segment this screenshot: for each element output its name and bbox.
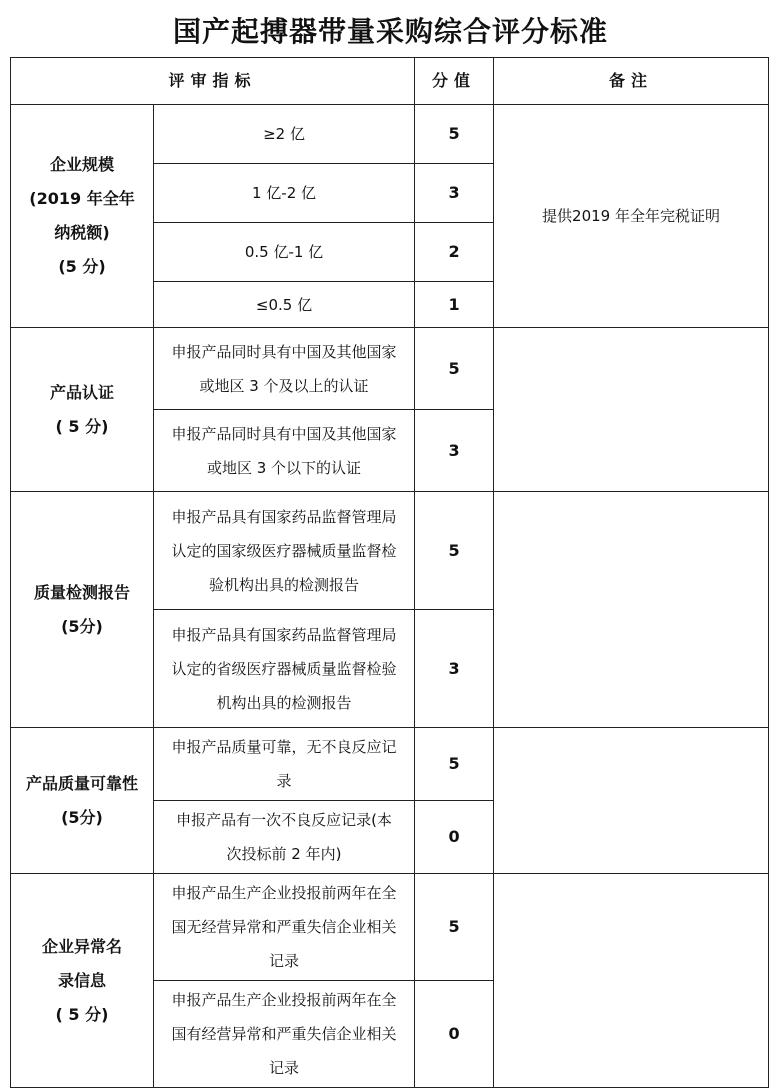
category-cell xyxy=(11,328,154,492)
category-text: 产品质量可靠性 xyxy=(25,773,138,793)
criterion-cell xyxy=(154,328,415,410)
score-cell: 5 xyxy=(415,105,494,164)
criterion-text: ≤0.5 亿 xyxy=(255,295,313,314)
criterion-text: 记录 xyxy=(269,1059,300,1077)
criterion-text: 次投标前 2 年内) xyxy=(226,845,342,863)
score-cell: 3 xyxy=(415,164,494,223)
criterion-cell xyxy=(154,874,415,981)
criterion-cell xyxy=(154,282,415,328)
category-text: (5分) xyxy=(61,616,103,636)
table-row xyxy=(11,492,769,610)
category-text: 质量检测报告 xyxy=(33,582,130,602)
criterion-text: ≥2 亿 xyxy=(263,125,305,143)
score-cell: 5 xyxy=(415,328,494,410)
score-cell: 5 xyxy=(415,874,494,981)
criterion-cell xyxy=(154,223,415,282)
criterion-text: 国无经营异常和严重失信企业相关 xyxy=(171,918,397,936)
score-cell: 5 xyxy=(415,728,494,801)
criterion-text: 申报产品质量可靠，无不良反应记 xyxy=(171,738,397,756)
criterion-text: 申报产品具有国家药品监督管理局 xyxy=(171,507,397,526)
header-criteria: 评审指标 xyxy=(11,58,415,105)
header-row xyxy=(11,58,769,105)
note-cell: 提供2019 年全年完税证明 xyxy=(494,105,769,328)
criterion-cell xyxy=(154,492,415,610)
criterion-text: 申报产品生产企业投报前两年在全 xyxy=(171,884,397,902)
category-cell xyxy=(11,874,154,1088)
scoring-table xyxy=(10,57,769,1088)
note-cell xyxy=(494,328,769,492)
category-text: (2019 年全年 xyxy=(29,189,135,208)
criterion-cell xyxy=(154,981,415,1088)
criterion-text: 机构出具的检测报告 xyxy=(216,693,352,712)
table-row xyxy=(11,105,769,164)
criterion-cell xyxy=(154,410,415,492)
criterion-cell xyxy=(154,801,415,874)
category-text: ( 5 分) xyxy=(55,1004,109,1024)
criterion-text: 申报产品同时具有中国及其他国家 xyxy=(171,424,397,443)
criterion-text: 1 亿-2 亿 xyxy=(251,184,317,202)
criterion-text: 申报产品生产企业投报前两年在全 xyxy=(171,991,397,1009)
category-text: 录信息 xyxy=(57,970,106,990)
note-cell xyxy=(494,874,769,1088)
category-text: (5 分) xyxy=(58,257,106,276)
criterion-cell xyxy=(154,610,415,728)
category-text: 企业规模 xyxy=(49,155,114,174)
document-title: 国产起搏器带量采购综合评分标准 xyxy=(172,15,608,48)
criterion-text: 或地区 3 个及以上的认证 xyxy=(199,376,369,395)
category-text: ( 5 分) xyxy=(55,416,109,436)
header-note: 备注 xyxy=(494,58,769,105)
criterion-text: 认定的省级医疗器械质量监督检验 xyxy=(171,659,397,678)
table-row xyxy=(11,328,769,410)
table-row xyxy=(11,874,769,981)
criterion-text: 录 xyxy=(276,772,292,790)
criterion-text: 或地区 3 个以下的认证 xyxy=(206,458,362,477)
category-text: 产品认证 xyxy=(49,382,114,402)
category-cell xyxy=(11,728,154,874)
criterion-cell xyxy=(154,105,415,164)
table-row xyxy=(11,728,769,801)
criterion-text: 记录 xyxy=(269,952,300,970)
criterion-text: 申报产品同时具有中国及其他国家 xyxy=(171,342,397,361)
score-cell: 0 xyxy=(415,981,494,1088)
category-cell xyxy=(11,105,154,328)
score-cell: 0 xyxy=(415,801,494,874)
criterion-cell xyxy=(154,164,415,223)
note-cell xyxy=(494,492,769,728)
category-text: 纳税额) xyxy=(54,223,110,242)
score-cell: 2 xyxy=(415,223,494,282)
criterion-text: 国有经营异常和严重失信企业相关 xyxy=(171,1025,397,1043)
category-text: 企业异常名 xyxy=(41,936,122,956)
criterion-text: 申报产品有一次不良反应记录(本 xyxy=(176,811,392,829)
note-cell xyxy=(494,728,769,874)
criterion-cell xyxy=(154,728,415,801)
criterion-text: 0.5 亿-1 亿 xyxy=(244,243,324,261)
score-cell: 3 xyxy=(415,410,494,492)
score-cell: 1 xyxy=(415,282,494,328)
category-cell xyxy=(11,492,154,728)
criterion-text: 申报产品具有国家药品监督管理局 xyxy=(171,625,397,644)
score-cell: 5 xyxy=(415,492,494,610)
score-cell: 3 xyxy=(415,610,494,728)
criterion-text: 认定的国家级医疗器械质量监督检 xyxy=(171,541,397,560)
header-score: 分值 xyxy=(415,58,494,105)
criterion-text: 验机构出具的检测报告 xyxy=(209,575,360,594)
category-text: (5分) xyxy=(61,807,103,827)
